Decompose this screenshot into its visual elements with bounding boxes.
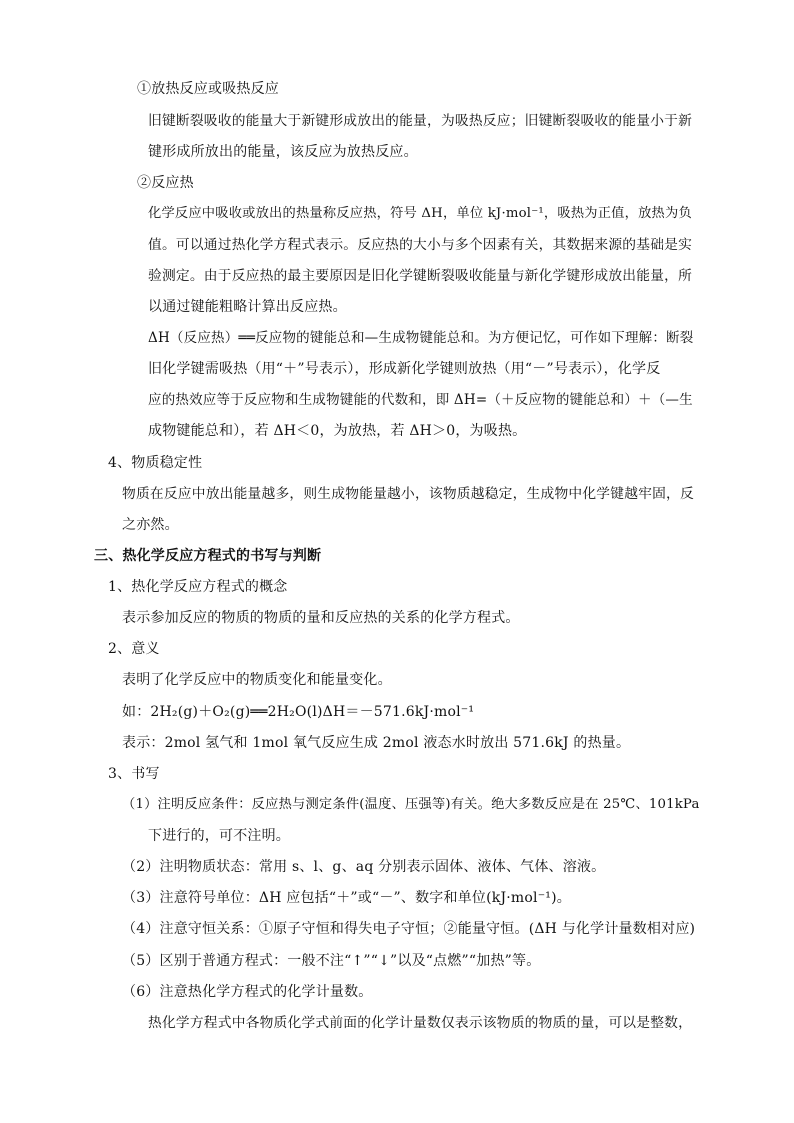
paragraph-line: 值。可以通过热化学方程式表示。反应热的大小与多个因素有关，其数据来源的基础是实 [148,237,693,253]
paragraph-line: 化学反应中吸收或放出的热量称反应热，符号 ΔH，单位 kJ·mol⁻¹，吸热为正值，放热为负 [148,206,692,221]
rule-item: （3）注意符号单位：ΔH 应包括“＋”或“－”、数字和单位(kJ·mol⁻¹)。 [122,890,571,906]
section-item-concept: 1、热化学反应方程式的概念 [108,579,288,595]
paragraph-line: 下进行的，可不注明。 [148,828,290,844]
paragraph-line: 以通过键能粗略计算出反应热。 [148,299,347,315]
paragraph-line: 键形成所放出的能量，该反应为放热反应。 [148,144,418,160]
paragraph-line: ΔH（反应热）══反应物的键能总和—生成物键能总和。为方便记忆，可作如下理解：断裂 [148,330,694,346]
paragraph-line: 热化学方程式中各物质化学式前面的化学计量数仅表示该物质的物质的量，可以是整数， [148,1015,693,1031]
rule-item: （2）注明物质状态：常用 s、l、g、aq 分别表示固体、液体、气体、溶液。 [122,859,606,875]
paragraph-line: 应的热效应等于反应物和生成物键能的代数和，即 ΔH=（＋反应物的键能总和）＋（—生 [148,392,693,408]
rule-item: （6）注意热化学方程式的化学计量数。 [122,984,373,1000]
paragraph-line: 旧化学键需吸热（用“＋”号表示），形成新化学键则放热（用“－”号表示），化学反 [148,361,661,377]
section-heading: 三、热化学反应方程式的书写与判断 [94,548,322,564]
paragraph-line: 之亦然。 [122,517,179,533]
section-item-writing: 3、书写 [108,766,160,782]
section-item-meaning: 2、意义 [108,641,160,657]
section-item-stability: 4、物质稳定性 [108,455,203,471]
rule-item: （1）注明反应条件：反应热与测定条件(温度、压强等)有关。绝大多数反应是在 25℃、101kPa [122,797,700,812]
paragraph-line: 旧键断裂吸收的能量大于新键形成放出的能量，为吸热反应；旧键断裂吸收的能量小于新 [148,113,693,129]
paragraph-line: 成物键能总和），若 ΔH＜0，为放热，若 ΔH＞0，为吸热。 [148,423,527,439]
paragraph-line: 表示：2mol 氢气和 1mol 氧气反应生成 2mol 液态水时放出 571.6kJ 的热量。 [122,735,631,751]
paragraph-line: 验测定。由于反应热的最主要原因是旧化学键断裂吸收能量与新化学键形成放出能量，所 [148,268,693,284]
subheading-reaction-heat: ②反应热 [137,175,194,191]
paragraph-line: 表示参加反应的物质的物质的量和反应热的关系的化学方程式。 [122,610,520,626]
subheading-exo-endo: ①放热反应或吸热反应 [137,81,279,97]
rule-item: （5）区别于普通方程式：一般不注“↑”“↓”以及“点燃”“加热”等。 [122,953,541,969]
rule-item: （4）注意守恒关系：①原子守恒和得失电子守恒；②能量守恒。(ΔH 与化学计量数相对应) [122,921,696,937]
paragraph-line: 物质在反应中放出能量越多，则生成物能量越小，该物质越稳定，生成物中化学键越牢固，反 [122,486,694,502]
paragraph-line: 表明了化学反应中的物质变化和能量变化。 [122,672,392,688]
equation-example: 如：2H₂(g)＋O₂(g)══2H₂O(l)ΔH＝－571.6kJ·mol⁻¹ [122,704,475,720]
